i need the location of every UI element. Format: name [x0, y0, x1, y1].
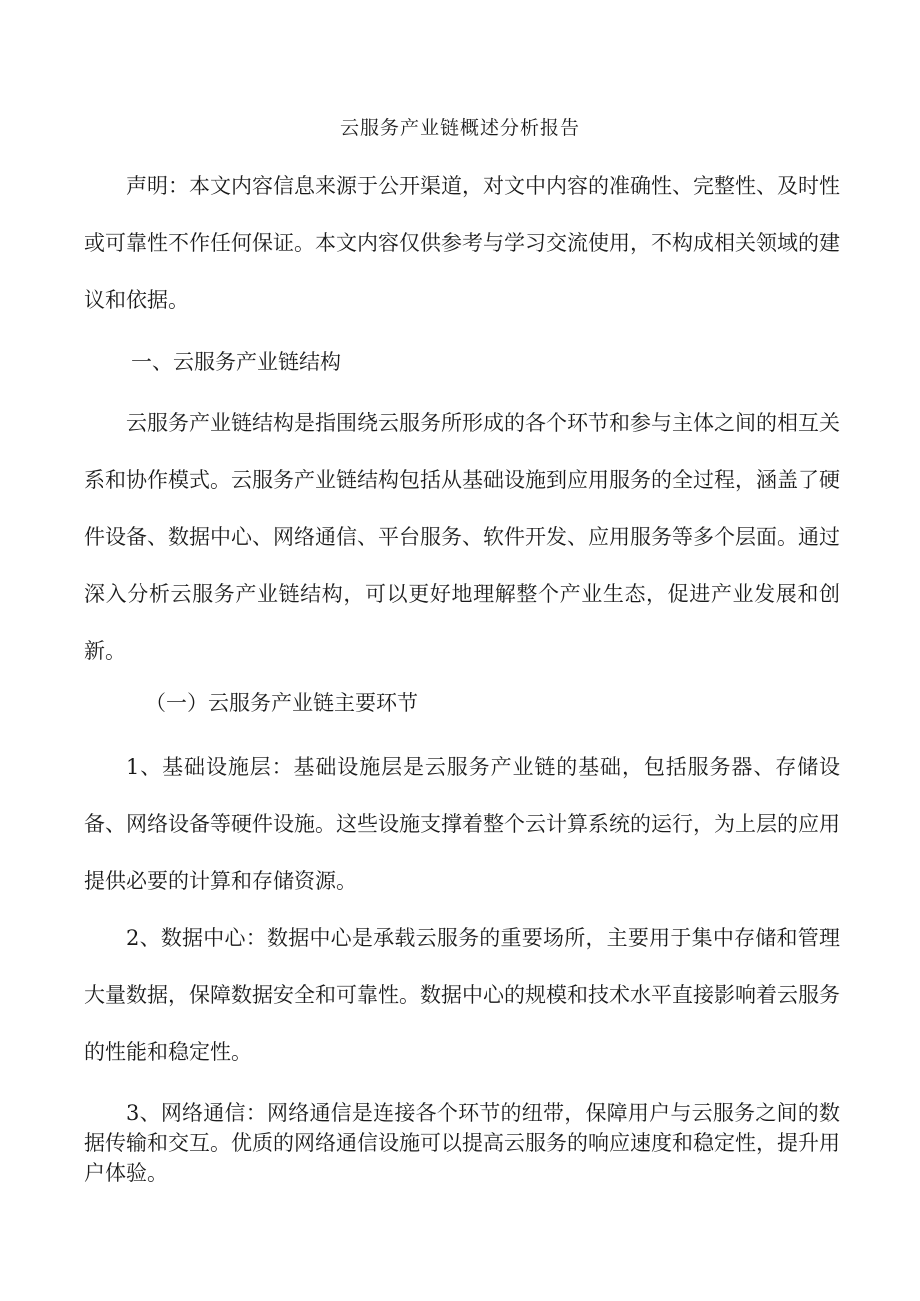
list-item-data-center: 2、数据中心：数据中心是承载云服务的重要场所，主要用于集中存储和管理大量数据，保障数据安全和可靠性。数据中心的规模和技术水平直接影响着云服务的性能和稳定性。: [84, 926, 840, 1064]
subsection-1-heading: （一）云服务产业链主要环节: [145, 691, 418, 715]
section-1-paragraph: 云服务产业链结构是指围绕云服务所形成的各个环节和参与主体之间的相互关系和协作模式。云服务产业链结构包括从基础设施到应用服务的全过程，涵盖了硬件设备、数据中心、网络通信、平台服务、软件开发、应用服务等多个层面。通过深入分析云服务产业链结构，可以更好地理解整个产业生态，促进产业发展和创新。: [84, 411, 840, 663]
list-item-infrastructure: 1、基础设施层：基础设施层是云服务产业链的基础，包括服务器、存储设备、网络设备等硬件设施。这些设施支撑着整个云计算系统的运行，为上层的应用提供必要的计算和存储资源。: [84, 755, 840, 893]
disclaimer-paragraph: 声明：本文内容信息来源于公开渠道，对文中内容的准确性、完整性、及时性或可靠性不作任何保证。本文内容仅供参考与学习交流使用，不构成相关领域的建议和依据。: [84, 174, 840, 312]
list-item-network: 3、网络通信：网络通信是连接各个环节的纽带，保障用户与云服务之间的数据传输和交互。优质的网络通信设施可以提高云服务的响应速度和稳定性，提升用户体验。: [84, 1101, 840, 1185]
document-title: 云服务产业链概述分析报告: [339, 117, 580, 139]
section-1-heading: 一、云服务产业链结构: [131, 350, 341, 374]
